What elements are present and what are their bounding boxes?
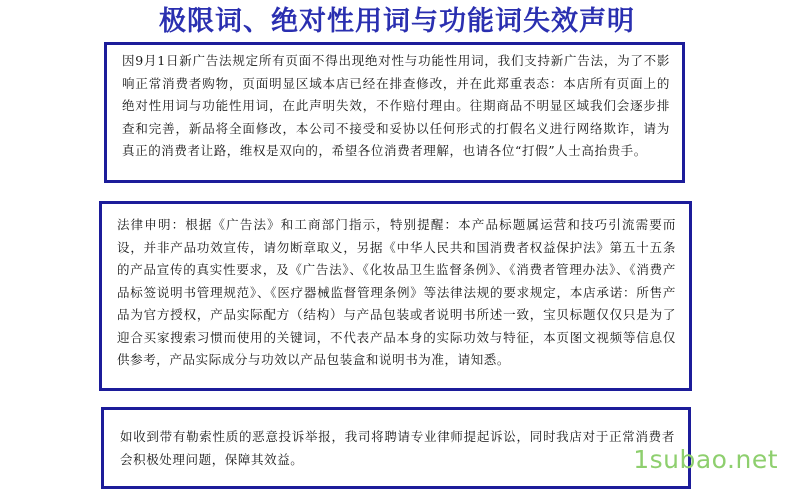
notice-box-2 [99, 201, 692, 391]
notice-box-3 [101, 407, 691, 489]
notice-text-1: 因9月1日新广告法规定所有页面不得出现绝对性与功能性用词，我们支持新广告法，为了不影响正常消费者购物，页面明显区域本店已经在排查修改，并在此郑重表态：本店所有页面上的绝对性用词与功能性用词，在此声明失效，不作赔付理由。往期商品不明显区域我们会逐步排查和完善，新品将全面修改，本公司不接受和妥协以任何形式的打假名义进行网络欺诈，请为真正的消费者让路，维权是双向的，希望各位消费者理解，也请各位“打假”人士高抬贵手。 [122, 53, 670, 158]
notice-text-3: 如收到带有勒索性质的恶意投诉举报，我司将聘请专业律师提起诉讼，同时我店对于正常消费者会积极处理问题，保障其效益。 [120, 429, 675, 467]
watermark: 1subao.net [633, 445, 778, 474]
notice-box-1 [104, 42, 685, 183]
notice-text-2: 法律申明：根据《广告法》和工商部门指示，特别提醒：本产品标题属运营和技巧引流需要而设，并非产品功效宣传，请勿断章取义，另据《中华人民共和国消费者权益保护法》第五十五条的产品宣传的真实性要求，及《广告法》、《化妆品卫生监督条例》、《消费者管理办法》、《消费产品标签说明书管理规范》、《医疗器械监督管理条例》等法律法规的要求规定，本店承诺：所售产品为官方授权，产品实际配方（结构）与产品包装或者说明书所述一致，宝贝标题仅仅只是为了迎合买家搜索习惯而使用的关键词，不代表产品本身的实际功效与特征，本页图文视频等信息仅供参考，产品实际成分与功效以产品包装盒和说明书为准，请知悉。 [117, 217, 676, 367]
page-title: 极限词、绝对性用词与功能词失效声明 [159, 6, 635, 37]
